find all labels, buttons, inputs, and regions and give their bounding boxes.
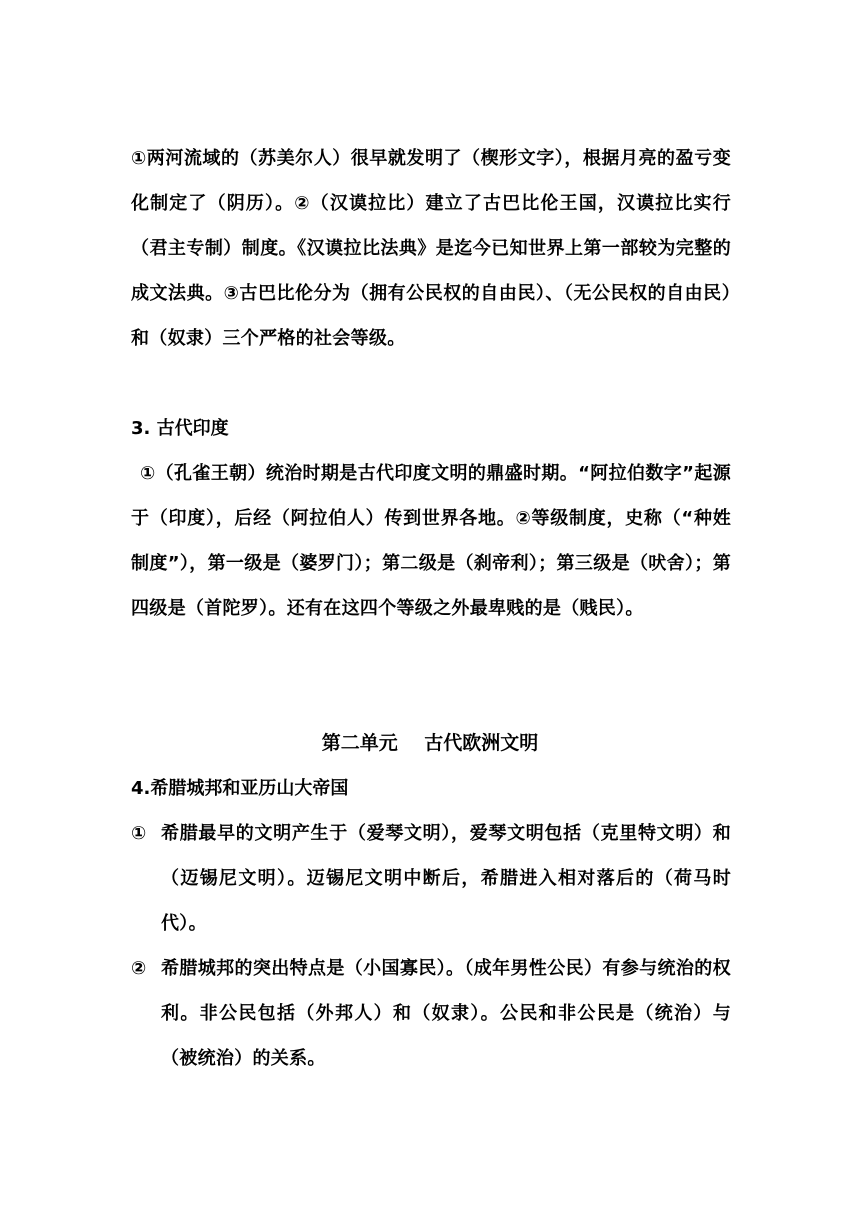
section-heading-ancient-india: 3. 古代印度 — [131, 418, 229, 439]
list-item — [131, 811, 731, 946]
list-item — [131, 946, 731, 1081]
ancient-india-paragraph: ①（孔雀王朝）统治时期是古代印度文明的鼎盛时期。“阿拉伯数字”起源于（印度），后经（阿拉伯人）传到世界各地。②等级制度，史称（“种姓制度”），第一级是（婆罗门）；第二级是（刹帝利）；第三级是（吠舍）；第四级是（首陀罗）。还有在这四个等级之外最卑贱的是（贱民）。 — [131, 463, 731, 619]
list-item-marker: ② — [131, 958, 147, 979]
list-item-text: 希腊城邦的突出特点是（小国寡民）。（成年男性公民）有参与统治的权利。非公民包括（外邦人）和（奴隶）。公民和非公民是（统治）与（被统治）的关系。 — [161, 958, 731, 1069]
section-heading-greek-city-states: 4.希腊城邦和亚历山大帝国 — [131, 778, 349, 799]
list-item-text: 希腊最早的文明产生于（爱琴文明），爱琴文明包括（克里特文明）和（迈锡尼文明）。迈锡尼文明中断后，希腊进入相对落后的（荷马时代）。 — [161, 823, 731, 934]
two-rivers-paragraph: ①两河流域的（苏美尔人）很早就发明了（楔形文字），根据月亮的盈亏变化制定了（阴历）。②（汉谟拉比）建立了古巴比伦王国，汉谟拉比实行（君主专制）制度。《汉谟拉比法典》是迄今已知世界上第一部较为完整的成文法典。③古巴比伦分为（拥有公民权的自由民）、（无公民权的自由民）和（奴隶）三个严格的社会等级。 — [131, 148, 731, 349]
unit-title: 第二单元 古代欧洲文明 — [321, 732, 539, 754]
list-item-marker: ① — [131, 823, 147, 844]
